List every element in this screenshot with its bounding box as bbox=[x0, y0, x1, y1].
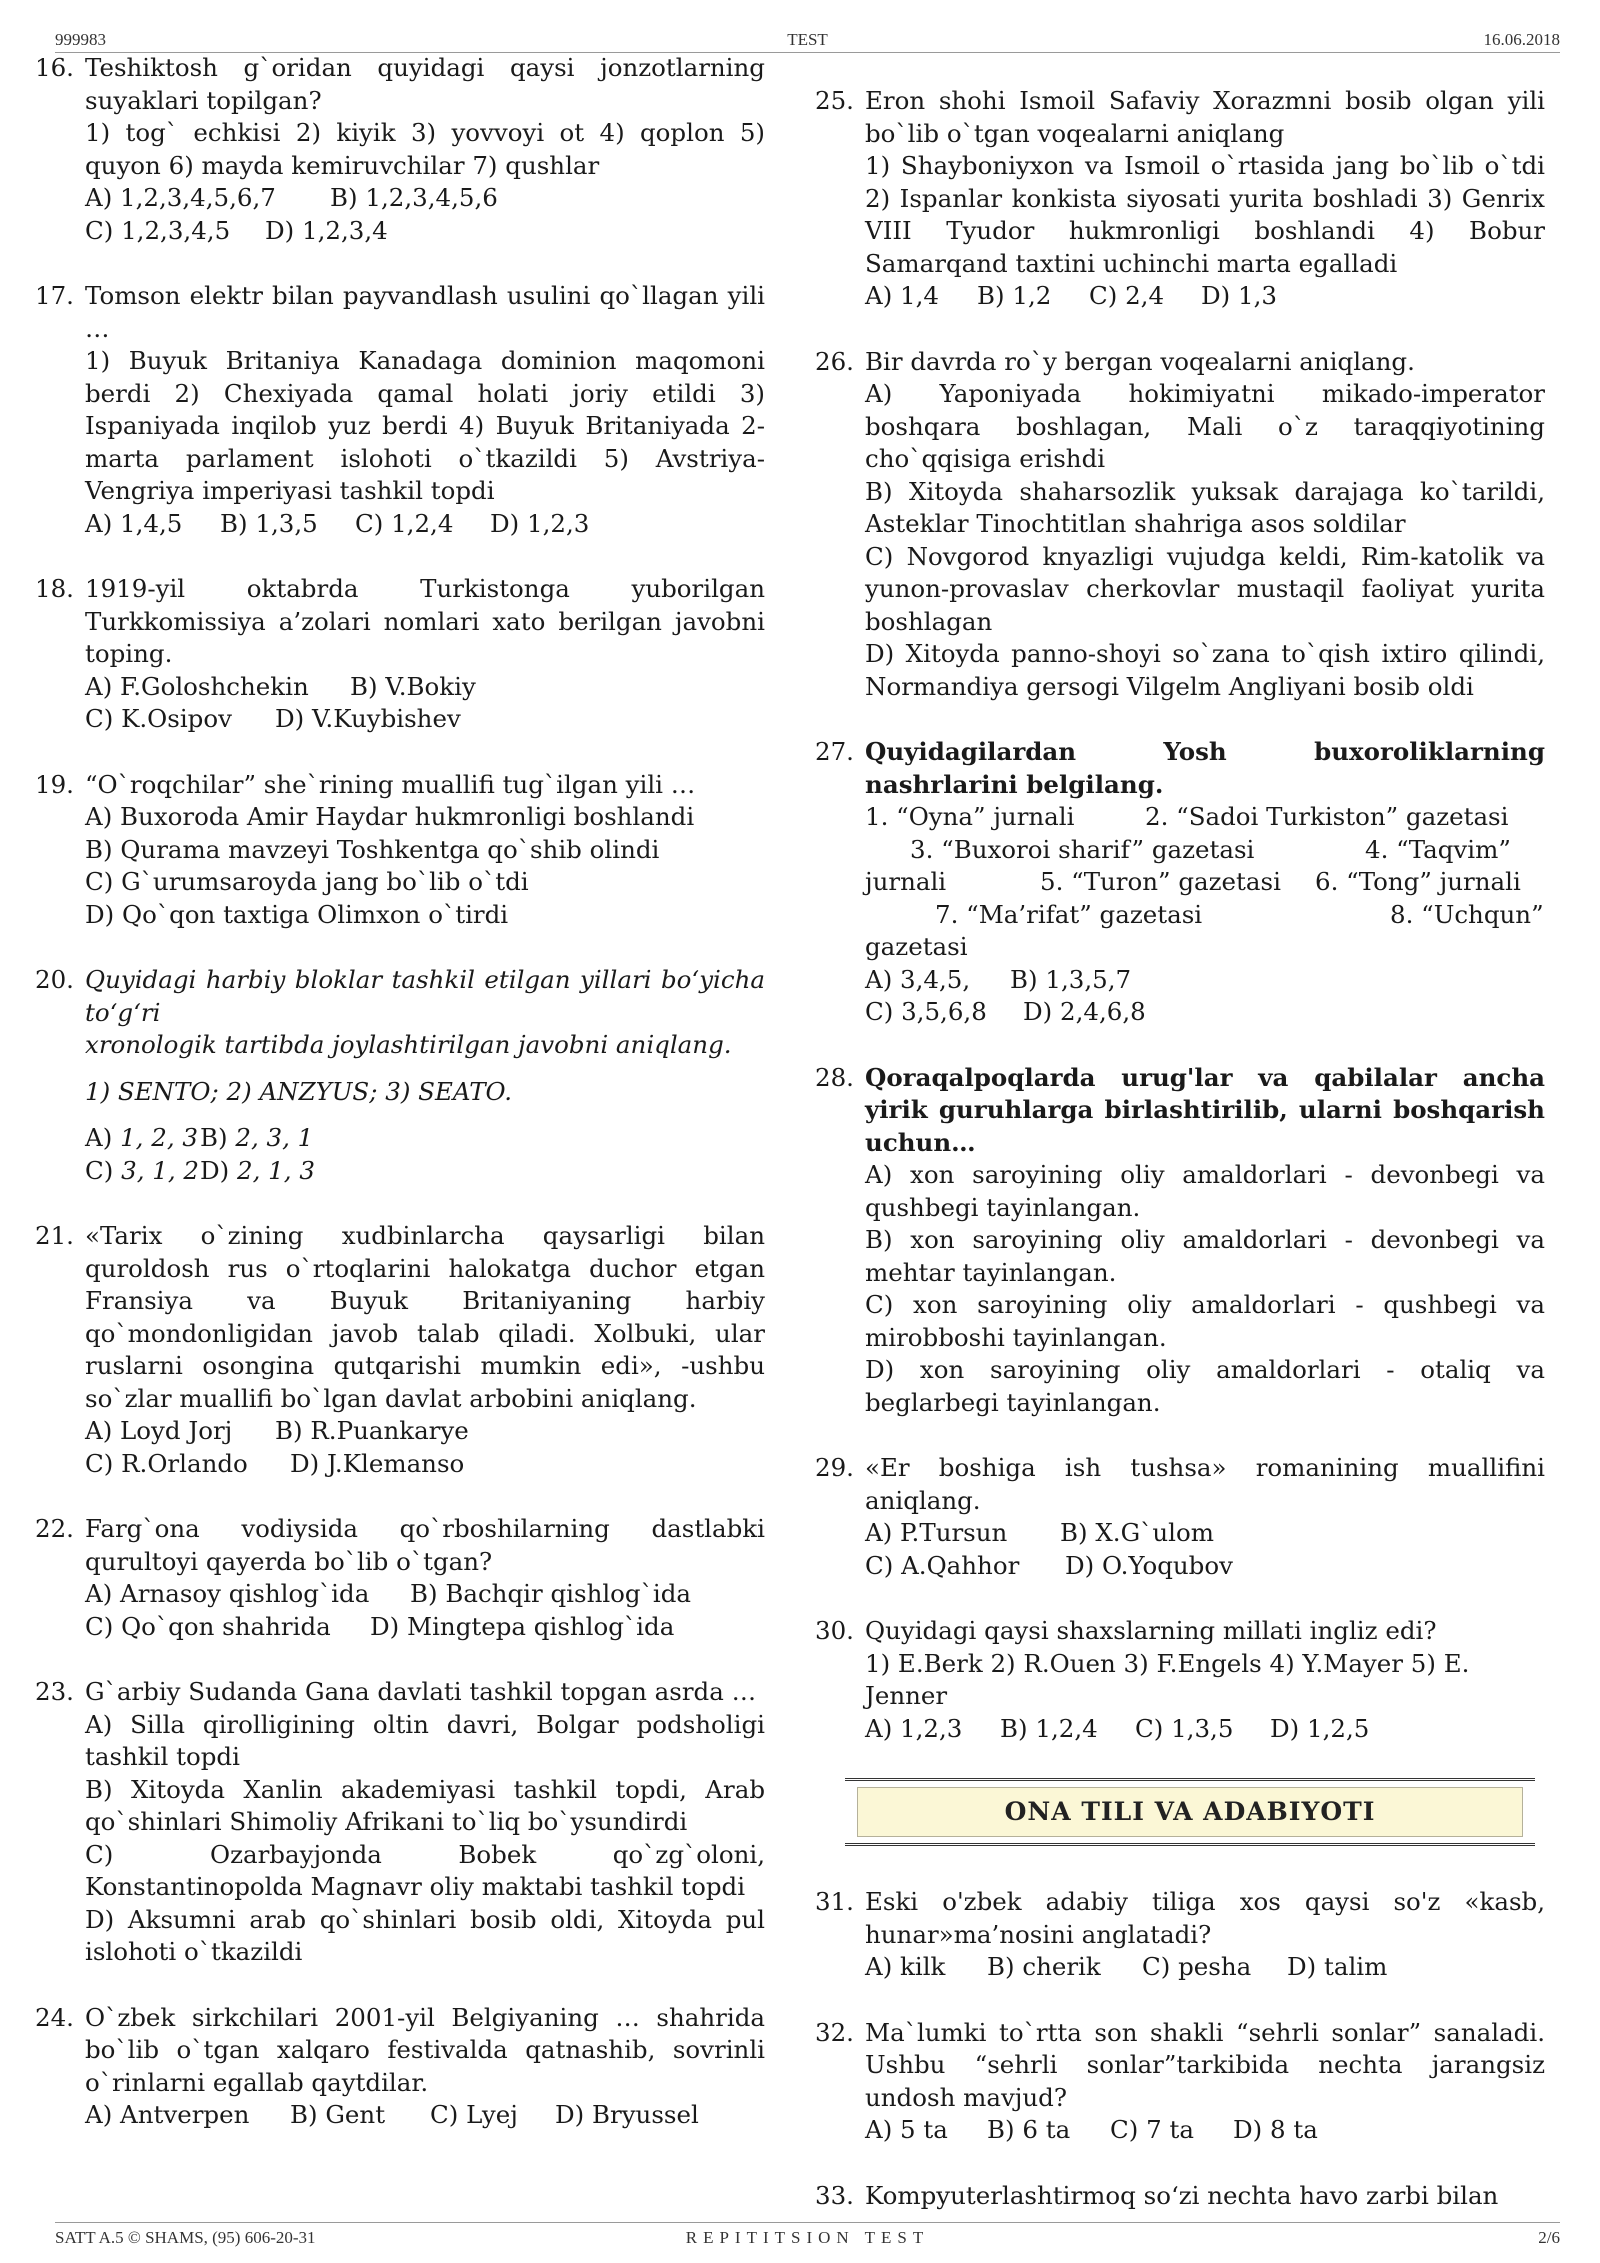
question-number: 27. bbox=[815, 737, 854, 766]
item-8-cont: gazetasi bbox=[865, 932, 968, 961]
answer-b[interactable]: B) 1,2 bbox=[977, 281, 1052, 310]
answer-a[interactable]: A) F.Goloshchekin bbox=[85, 671, 309, 701]
answer-a[interactable]: A) 1,4 bbox=[865, 281, 940, 310]
page-header bbox=[55, 28, 1560, 53]
answer-a[interactable]: A) 1, 2, 3 bbox=[85, 1123, 198, 1152]
question-number: 22. bbox=[35, 1514, 74, 1543]
question-number: 25. bbox=[815, 86, 854, 115]
question-number: 17. bbox=[35, 281, 74, 310]
question-stem: «Er boshiga ish tushsa» romanining muallifini aniqlang. bbox=[865, 1453, 1545, 1515]
answer-c[interactable]: C) pesha bbox=[1142, 1952, 1252, 1981]
answer-a[interactable]: A) Arnasoy qishlog`ida bbox=[85, 1579, 370, 1608]
question-stem: Qoraqalpoqlarda urug'lar va qabilalar ancha yirik guruhlarga birlashtirilib, ularni boshqarish uchun… bbox=[865, 1062, 1545, 1157]
question-stem: Ma`lumki to`rtta son shakli “sehrli sonlar” sanaladi. Ushbu “sehrli sonlar”tarkibida nechta jarangsiz undosh mavjud? bbox=[865, 2017, 1545, 2112]
option-list: 1) E.Berk 2) R.Ouen 3) F.Engels 4) Y.Mayer 5) E. Jenner bbox=[865, 1648, 1470, 1710]
answer-d[interactable]: D) Bryussel bbox=[555, 2100, 699, 2129]
answer-d[interactable]: D) 1,3 bbox=[1201, 281, 1277, 310]
item-3: 3. “Buxoroi sharif” gazetasi bbox=[910, 834, 1255, 864]
question-20 bbox=[35, 964, 765, 1187]
answer-c[interactable]: C) Lyej bbox=[430, 2100, 518, 2129]
answer-b[interactable]: B) xon saroyining oliy amaldorlari - devonbegi va mehtar tayinlangan. bbox=[865, 1225, 1545, 1287]
item-4: 4. “Taqvim” bbox=[1365, 834, 1511, 864]
question-stem: Quyidagi qaysi shaxslarning millati ingliz edi? bbox=[865, 1616, 1437, 1645]
question-28 bbox=[815, 1062, 1545, 1420]
question-25 bbox=[815, 85, 1545, 313]
answer-c[interactable]: C) 2,4 bbox=[1089, 281, 1165, 310]
section-header bbox=[845, 1778, 1535, 1846]
answer-d[interactable]: D) talim bbox=[1287, 1952, 1388, 1981]
question-number: 31. bbox=[815, 1887, 854, 1916]
option-list: 1) Buyuk Britaniya Kanadaga dominion maqomoni berdi 2) Chexiyada qamal holati joriy etildi 3) Ispaniyada inqilob yuz berdi 4) Buyuk Britaniyada 2-marta parlament islohoti o`tkazildi 5) Avstriya-Vengriya imperiyasi tashkil topdi bbox=[85, 346, 765, 505]
right-column bbox=[815, 52, 1545, 2217]
item-1: 1. “Oyna” jurnali bbox=[865, 802, 1075, 831]
answer-c[interactable]: C) 3, 1, 2 bbox=[85, 1155, 200, 1185]
answer-a[interactable]: A) Antverpen bbox=[85, 2100, 250, 2129]
question-number: 30. bbox=[815, 1616, 854, 1645]
answer-d[interactable]: D) Aksumni arab qo`shinlari bosib oldi, Xitoyda pul islohoti o`tkazildi bbox=[85, 1904, 765, 1966]
footer-publisher: SATT A.5 © SHAMS, (95) 606-20-31 bbox=[55, 2228, 316, 2247]
answer-c[interactable]: C) A.Qahhor bbox=[865, 1550, 1020, 1580]
answer-b[interactable]: B) 2, 3, 1 bbox=[200, 1123, 314, 1152]
header-date: 16.06.2018 bbox=[1483, 30, 1560, 49]
answer-c[interactable]: C) Qo`qon shahrida bbox=[85, 1611, 331, 1641]
answer-d[interactable]: D) J.Klemanso bbox=[290, 1448, 465, 1478]
answer-b[interactable]: B) Bachqir qishlog`ida bbox=[410, 1579, 691, 1608]
answer-a[interactable]: A) Silla qirolligining oltin davri, Bolgar podsholigi tashkil topdi bbox=[85, 1709, 765, 1771]
answer-a[interactable]: A) 5 ta bbox=[865, 2115, 948, 2144]
header-title: TEST bbox=[787, 30, 828, 49]
answer-c[interactable]: C) K.Osipov bbox=[85, 704, 232, 733]
answer-d[interactable]: D) Xitoyda panno-shoyi so`zana to`qish ixtiro qilindi, Normandiya gersogi Vilgelm Angliyani bosib oldi bbox=[865, 639, 1545, 701]
question-stem: Bir davrda ro`y bergan voqealarni aniqlang. bbox=[865, 346, 1415, 376]
answer-b[interactable]: B) cherik bbox=[987, 1952, 1101, 1981]
option-list: 1) tog` echkisi 2) kiyik 3) yovvoyi ot 4) qoplon 5) quyon 6) mayda kemiruvchilar 7) qushlar bbox=[85, 118, 765, 180]
answer-b[interactable]: B) 1,2,3,4,5,6 bbox=[330, 183, 498, 212]
answer-d[interactable]: D) 1,2,3 bbox=[490, 508, 590, 538]
answer-a[interactable]: A) 1,2,3 bbox=[865, 1713, 963, 1743]
question-stem: «Tarix o`zining xudbinlarcha qaysarligi bilan quroldosh rus o`rtoqlarini halokatga duchor etgan Fransiya va Buyuk Britaniyaning harbiy qo`mondonligidan javob talab qiladi. Xolbuki, ular ruslarni osongina qutqarishi mumkin edi», -ushbu so`zlar muallifi bo`lgan davlat arbobini aniqlang. bbox=[85, 1221, 765, 1413]
answer-c[interactable]: C) 1,2,4 bbox=[355, 508, 454, 538]
answer-b[interactable]: B) Qurama mavzeyi Toshkentga qo`shib olindi bbox=[85, 834, 660, 864]
item-2: 2. “Sadoi Turkiston” gazetasi bbox=[1145, 802, 1509, 831]
answer-c[interactable]: C) Novgorod knyazligi vujudga keldi, Rim-katolik va yunon-provaslav cherkovlar mustaqil faoliyat yurita boshlagan bbox=[865, 541, 1545, 636]
answer-c[interactable]: C) R.Orlando bbox=[85, 1448, 248, 1478]
answer-b[interactable]: B) R.Puankarye bbox=[275, 1416, 469, 1445]
answer-d[interactable]: D) V.Kuybishev bbox=[275, 704, 461, 733]
section-title: ONA TILI VA ADABIYOTI bbox=[857, 1787, 1523, 1837]
question-number: 26. bbox=[815, 346, 854, 376]
answer-c[interactable]: C) 3,5,6,8 bbox=[865, 997, 987, 1026]
question-stem: Quyidagi harbiy bloklar tashkil etilgan yillari bo‘yicha to‘g‘ri bbox=[85, 965, 765, 1027]
question-32 bbox=[815, 2017, 1545, 2147]
question-number: 23. bbox=[35, 1677, 74, 1706]
question-33 bbox=[815, 2180, 1545, 2213]
question-number: 20. bbox=[35, 965, 74, 994]
footer-title: REPITITSION TEST bbox=[685, 2228, 930, 2247]
question-19 bbox=[35, 769, 765, 932]
question-31 bbox=[815, 1886, 1545, 1984]
answer-a[interactable]: A) Loyd Jorj bbox=[85, 1416, 233, 1445]
answer-b[interactable]: B) Xitoyda Xanlin akademiyasi tashkil topdi, Arab qo`shinlari Shimoliy Afrikani to`liq bo`ysundirdi bbox=[85, 1774, 765, 1836]
question-stem: Eron shohi Ismoil Safaviy Xorazmni bosib olgan yili bo`lib o`tgan voqealarni aniqlang bbox=[865, 86, 1545, 148]
page-footer bbox=[55, 2222, 1560, 2247]
question-number: 19. bbox=[35, 769, 74, 799]
answer-d[interactable]: D) xon saroyining oliy amaldorlari - otaliq va beglarbegi tayinlangan. bbox=[865, 1355, 1545, 1417]
page-number: 2/6 bbox=[1538, 2228, 1560, 2247]
question-number: 24. bbox=[35, 2002, 74, 2032]
question-29 bbox=[815, 1452, 1545, 1582]
answer-d[interactable]: D) 2, 1, 3 bbox=[200, 1155, 315, 1185]
answer-c[interactable]: C) G`urumsaroyda jang bo`lib o`tdi bbox=[85, 867, 529, 896]
answer-b[interactable]: B) 1,3,5,7 bbox=[1010, 964, 1132, 994]
question-stem: Farg`ona vodiysida qo`rboshilarning dastlabki qurultoyi qayerda bo`lib o`tgan? bbox=[85, 1514, 765, 1576]
question-stem: 1919-yil oktabrda Turkistonga yuborilgan Turkkomissiya a’zolari nomlari xato berilgan javobni toping. bbox=[85, 574, 765, 668]
answer-c[interactable]: C) 7 ta bbox=[1110, 2115, 1194, 2144]
question-24 bbox=[35, 2002, 765, 2132]
answer-d[interactable]: D) O.Yoqubov bbox=[1065, 1550, 1233, 1580]
left-column bbox=[35, 52, 765, 2217]
question-22 bbox=[35, 1513, 765, 1643]
answer-a[interactable]: A) Yaponiyada hokimiyatni mikado-imperator boshqara boshlagan, Mali o`z taraqqiyotining cho`qqisiga erishdi bbox=[865, 379, 1545, 473]
answer-a[interactable]: A) 1,2,3,4,5,6,7 bbox=[85, 183, 276, 212]
question-number: 21. bbox=[35, 1221, 74, 1250]
answer-a[interactable]: A) Buxoroda Amir Haydar hukmronligi boshlandi bbox=[85, 802, 695, 831]
answer-d[interactable]: D) 1,2,5 bbox=[1270, 1713, 1370, 1743]
question-number: 32. bbox=[815, 2017, 854, 2047]
header-test-id: 999983 bbox=[55, 30, 106, 49]
answer-a[interactable]: A) xon saroyining oliy amaldorlari - devonbegi va qushbegi tayinlangan. bbox=[865, 1160, 1545, 1222]
question-stem: Tomson elektr bilan payvandlash usulini qo`llagan yili … bbox=[85, 281, 765, 343]
question-number: 16. bbox=[35, 53, 74, 82]
answer-c[interactable]: C) xon saroyining oliy amaldorlari - qushbegi va mirobboshi tayinlangan. bbox=[865, 1290, 1545, 1352]
question-stem: Eski o'zbek adabiy tiliga xos qaysi so'z «kasb, hunar»ma’nosini anglatadi? bbox=[865, 1887, 1545, 1949]
answer-a[interactable]: A) P.Tursun bbox=[865, 1518, 1008, 1547]
option-list: 1) Shayboniyxon va Ismoil o`rtasida jang bo`lib o`tdi 2) Ispanlar konkista siyosati yurita boshladi 3) Genrix VIII Tyudor hukmronligi boshlandi 4) Bobur Samarqand taxtini uchinchi marta egalladi bbox=[865, 151, 1545, 278]
answer-a[interactable]: A) kilk bbox=[865, 1952, 946, 1981]
question-number: 28. bbox=[815, 1062, 854, 1092]
question-stem: O`zbek sirkchilari 2001-yil Belgiyaning … shahrida bo`lib o`tgan xalqaro festivalda qatnashib, sovrinli o`rinlarni egallab qaytdilar. bbox=[85, 2002, 765, 2097]
question-number: 33. bbox=[815, 2180, 854, 2210]
answer-b[interactable]: B) 1,2,4 bbox=[1000, 1713, 1098, 1743]
item-4-cont: jurnali bbox=[865, 867, 947, 896]
answer-b[interactable]: B) 1,3,5 bbox=[220, 508, 318, 538]
item-5: 5. “Turon” gazetasi bbox=[1040, 867, 1281, 896]
question-23 bbox=[35, 1676, 765, 1969]
answer-a[interactable]: A) 3,4,5, bbox=[865, 964, 971, 994]
answer-b[interactable]: B) 6 ta bbox=[987, 2115, 1071, 2144]
item-8: 8. “Uchqun” bbox=[1390, 899, 1544, 929]
question-stem: “O`roqchilar” she`rining muallifi tug`ilgan yili … bbox=[85, 769, 696, 799]
question-21 bbox=[35, 1220, 765, 1480]
answer-c[interactable]: C) Ozarbayjonda Bobek qo`zg`oloni, Konstantinopolda Magnavr oliy maktabi tashkil topdi bbox=[85, 1839, 765, 1901]
answer-d[interactable]: D) 2,4,6,8 bbox=[1023, 997, 1146, 1026]
answer-c[interactable]: C) 1,2,3,4,5 bbox=[85, 215, 231, 245]
item-6: 6. “Tong” jurnali bbox=[1315, 867, 1521, 896]
question-30 bbox=[815, 1615, 1545, 1745]
question-stem: Teshiktosh g`oridan quyidagi qaysi jonzotlarning suyaklari topilgan? bbox=[85, 53, 765, 115]
question-number: 29. bbox=[815, 1453, 854, 1482]
item-7: 7. “Ma’rifat” gazetasi bbox=[935, 899, 1203, 929]
answer-a[interactable]: A) 1,4,5 bbox=[85, 508, 183, 538]
answer-b[interactable]: B) X.G`ulom bbox=[1060, 1518, 1214, 1547]
answer-d[interactable]: D) 1,2,3,4 bbox=[265, 215, 388, 245]
answer-c[interactable]: C) 1,3,5 bbox=[1135, 1713, 1234, 1743]
question-stem: Quyidagilardan Yosh buxoroliklarning nashrlarini belgilang. bbox=[865, 737, 1545, 799]
question-stem: Kompyuterlashtirmoq so‘zi nechta havo zarbi bilan bbox=[865, 2180, 1499, 2210]
answer-b[interactable]: B) Xitoyda shaharsozlik yuksak darajaga ko`tarildi, Asteklar Tinochtitlan shahriga asos soldilar bbox=[865, 476, 1545, 538]
answer-d[interactable]: D) Mingtepa qishlog`ida bbox=[370, 1611, 675, 1641]
question-17 bbox=[35, 280, 765, 540]
question-26 bbox=[815, 346, 1545, 704]
answer-d[interactable]: D) Qo`qon taxtiga Olimxon o`tirdi bbox=[85, 899, 509, 929]
question-18 bbox=[35, 573, 765, 736]
answer-b[interactable]: B) Gent bbox=[290, 2100, 386, 2129]
question-stem-continued: xronologik tartibda joylashtirilgan javobni aniqlang. bbox=[85, 1030, 732, 1059]
option-list: 1) SENTO; 2) ANZYUS; 3) SEATO. bbox=[85, 1076, 512, 1106]
question-stem: G`arbiy Sudanda Gana davlati tashkil topgan asrda … bbox=[85, 1677, 757, 1706]
question-27 bbox=[815, 736, 1545, 1029]
answer-b[interactable]: B) V.Bokiy bbox=[350, 671, 476, 701]
question-number: 18. bbox=[35, 574, 74, 603]
question-16 bbox=[35, 52, 765, 247]
answer-d[interactable]: D) 8 ta bbox=[1233, 2115, 1318, 2144]
